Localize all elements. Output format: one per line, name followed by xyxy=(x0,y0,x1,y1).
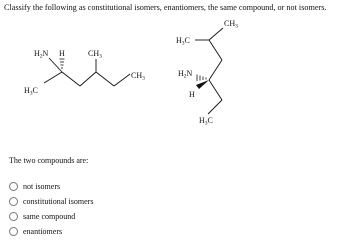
left-molecule xyxy=(44,58,130,86)
left-bond-c3-c4 xyxy=(80,72,96,86)
right-bond-c4-c5 xyxy=(209,80,222,100)
answer-prompt: The two compounds are: xyxy=(9,156,89,165)
radio-button[interactable] xyxy=(9,212,18,221)
left-bond-c2-n xyxy=(49,58,62,72)
left-label-h2n: H2N xyxy=(34,49,49,60)
right-bond-c2-c3 xyxy=(209,40,222,60)
left-label-ch3-right: CH3 xyxy=(131,71,145,82)
left-bond-c1-c2 xyxy=(44,72,62,83)
option-label: same compound xyxy=(23,211,76,221)
left-label-h: H xyxy=(59,49,65,58)
right-bond-top-ch3 xyxy=(209,28,223,40)
answer-options xyxy=(9,180,93,240)
option-same-compound[interactable] xyxy=(9,210,93,223)
radio-button[interactable] xyxy=(9,227,18,236)
right-bond-c3-c4 xyxy=(209,60,222,80)
left-bond-c2-c3 xyxy=(62,72,80,86)
question-text: Classify the following as constitutional isomers, enantiomers, the same compound, or not isomers. xyxy=(4,3,327,12)
option-label: not isomers xyxy=(23,181,61,191)
right-hashed-wedge xyxy=(197,75,206,82)
right-label-h: H xyxy=(189,90,195,99)
right-solid-wedge xyxy=(196,80,209,89)
option-label: enantiomers xyxy=(23,226,63,236)
left-hashed-wedge xyxy=(60,59,65,68)
option-not-isomers[interactable] xyxy=(9,180,93,193)
radio-button[interactable] xyxy=(9,182,18,191)
left-label-ch3-top: CH3 xyxy=(88,49,102,60)
radio-button[interactable] xyxy=(9,197,18,206)
right-bond-c5-c6 xyxy=(208,100,222,114)
option-enantiomers[interactable] xyxy=(9,225,93,238)
right-label-h2n: H2N xyxy=(178,69,193,80)
option-label: constitutional isomers xyxy=(23,196,94,206)
right-label-ch3-top: CH3 xyxy=(224,19,238,30)
left-bond-c4-c5 xyxy=(96,72,114,86)
right-label-h3c: H3C xyxy=(176,36,190,47)
right-molecule xyxy=(195,28,223,114)
right-label-h3c-bottom: H3C xyxy=(199,116,213,127)
left-label-h3c: H3C xyxy=(24,86,38,97)
option-constitutional-isomers[interactable] xyxy=(9,195,93,208)
left-bond-c5-c6 xyxy=(114,74,130,86)
